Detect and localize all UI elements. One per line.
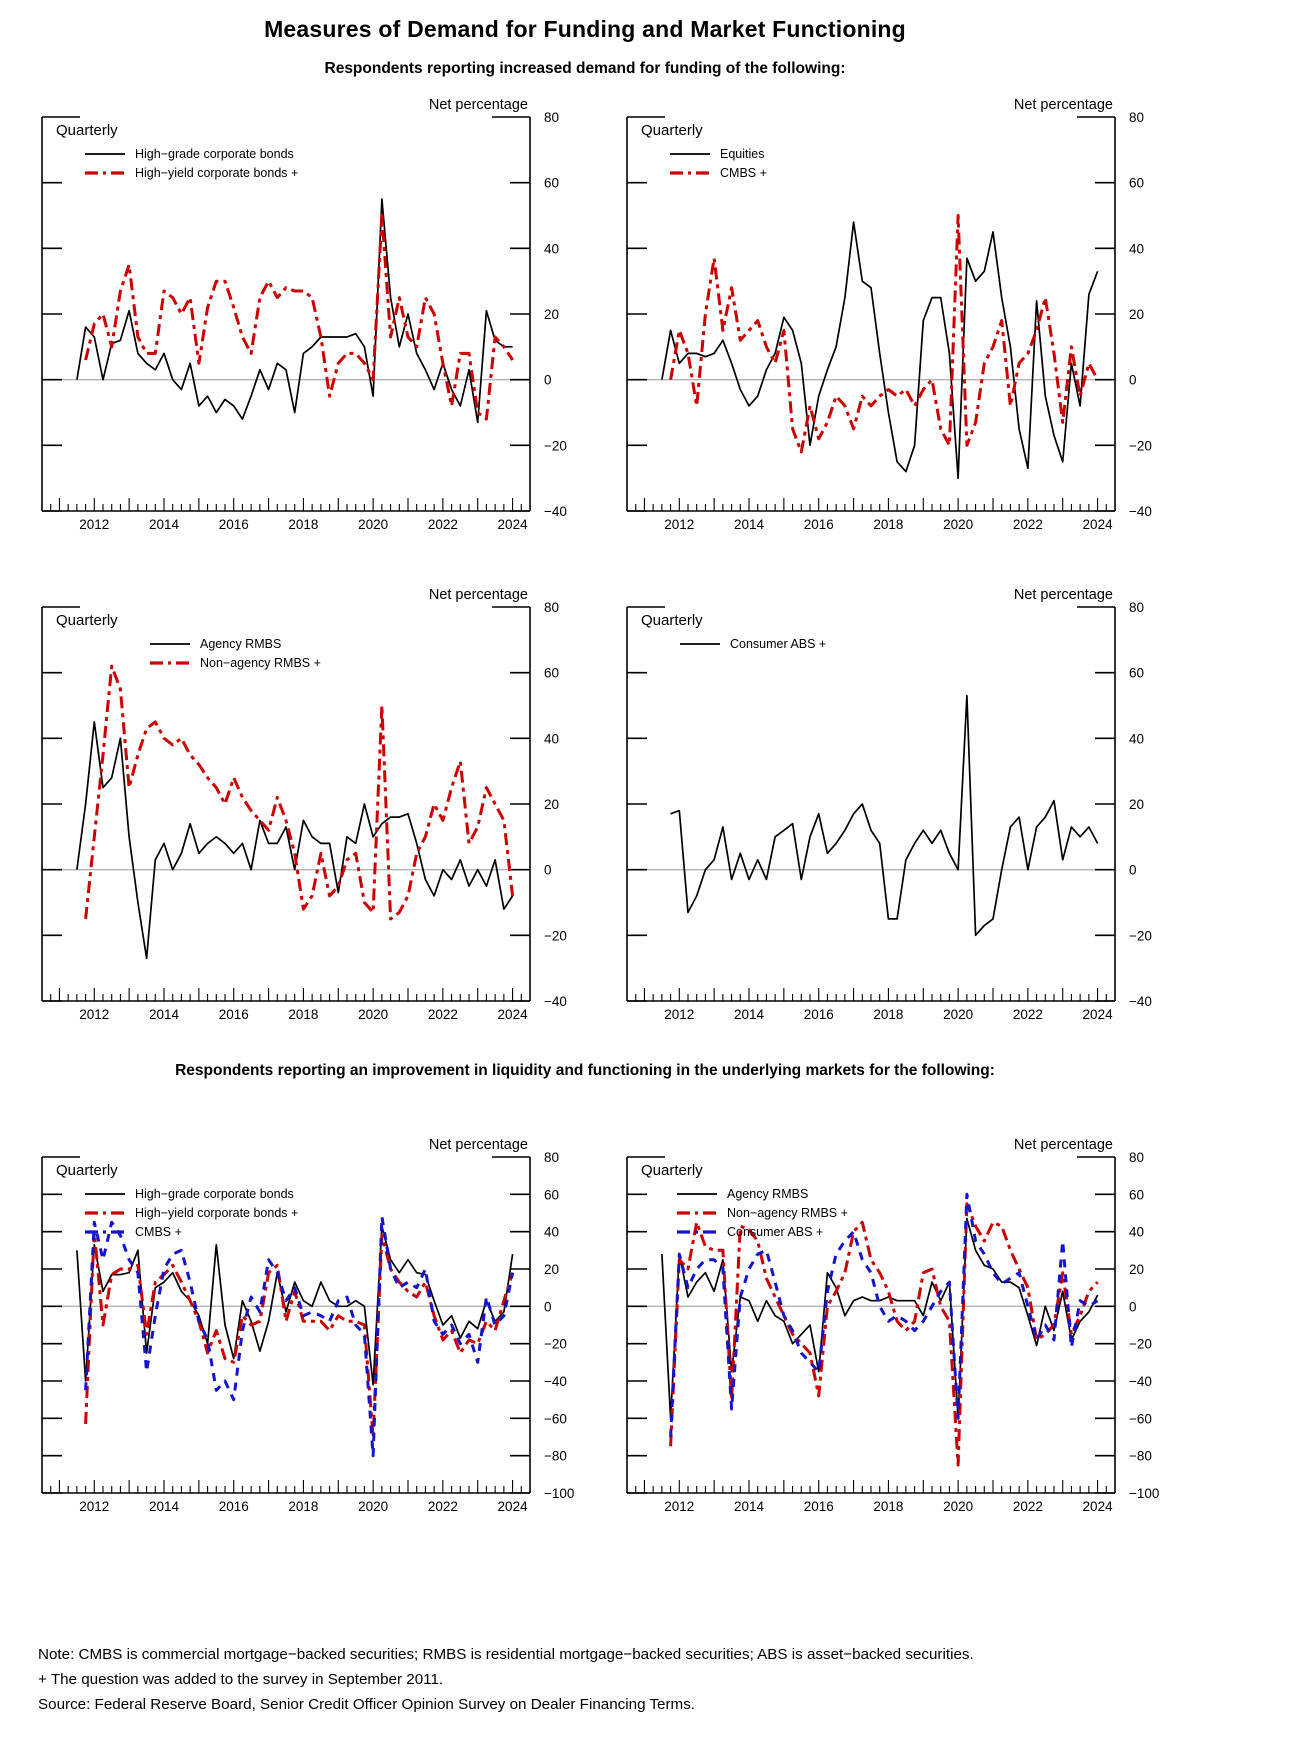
y-tick-label: −40 (544, 1374, 567, 1389)
chart-liquidity-securitized (625, 1135, 1200, 1527)
y-tick-label: 80 (1129, 110, 1145, 125)
x-tick-label: 2014 (148, 517, 180, 532)
y-tick-label: 20 (1129, 797, 1145, 812)
y-tick-label: 40 (544, 731, 560, 747)
series-line-consumer-abs- (671, 696, 1098, 936)
chart-liquidity-corporate-bonds-cmbs (40, 1135, 615, 1527)
y-tick-label: 80 (1129, 1150, 1145, 1165)
y-tick-label: 40 (1129, 1224, 1145, 1240)
y-tick-label: 20 (544, 797, 560, 812)
x-tick-label: 2012 (664, 517, 695, 532)
x-tick-label: 2018 (873, 517, 904, 532)
legend-label: High−grade corporate bonds (135, 147, 294, 161)
x-tick-label: 2020 (943, 1499, 974, 1514)
x-tick-label: 2022 (427, 1499, 458, 1514)
y-tick-label: 40 (544, 1224, 560, 1240)
x-tick-label: 2020 (358, 517, 389, 532)
y-tick-label: 20 (544, 307, 560, 322)
panel-funding-rmbs (40, 585, 615, 1040)
x-tick-label: 2018 (873, 1007, 904, 1022)
chart-funding-consumer-abs (625, 585, 1200, 1035)
y-tick-label: 40 (544, 241, 560, 257)
x-tick-label: 2016 (218, 1007, 249, 1022)
series-line-agency-rmbs (77, 722, 513, 958)
y-tick-label: 40 (1129, 731, 1145, 747)
y-tick-label: −100 (544, 1486, 575, 1501)
quarterly-label: Quarterly (641, 1162, 703, 1179)
y-tick-label: −100 (1129, 1486, 1160, 1501)
net-percentage-label: Net percentage (428, 1137, 528, 1153)
legend-label: CMBS + (720, 166, 767, 180)
x-tick-label: 2018 (288, 517, 319, 532)
x-tick-label: 2012 (79, 1007, 110, 1022)
x-tick-label: 2016 (803, 1499, 834, 1514)
net-percentage-label: Net percentage (428, 97, 528, 113)
x-tick-label: 2020 (358, 1499, 389, 1514)
y-tick-label: −40 (544, 504, 567, 519)
y-tick-label: 20 (1129, 1262, 1145, 1277)
x-tick-label: 2012 (79, 1499, 110, 1514)
chart-funding-corporate-bonds (40, 95, 615, 545)
x-tick-label: 2012 (79, 517, 110, 532)
legend-label: Non−agency RMBS + (727, 1206, 848, 1220)
legend-label: Consumer ABS + (730, 637, 827, 651)
y-tick-label: −80 (544, 1448, 567, 1464)
x-tick-label: 2012 (664, 1499, 695, 1514)
quarterly-label: Quarterly (641, 122, 703, 139)
x-tick-label: 2018 (288, 1499, 319, 1514)
y-tick-label: 60 (1129, 175, 1145, 191)
x-tick-label: 2024 (1082, 1007, 1113, 1022)
x-tick-label: 2016 (218, 1499, 249, 1514)
y-tick-label: 0 (544, 1299, 552, 1315)
x-tick-label: 2022 (1012, 517, 1043, 532)
x-tick-label: 2020 (358, 1007, 389, 1022)
y-tick-label: 80 (1129, 600, 1145, 615)
x-tick-label: 2024 (497, 1499, 528, 1514)
x-tick-label: 2024 (497, 517, 528, 532)
y-tick-label: −20 (544, 438, 567, 454)
series-line-non-agency-rmbs- (86, 666, 513, 919)
series-line-equities (662, 222, 1098, 478)
y-tick-label: 80 (544, 110, 560, 125)
x-tick-label: 2014 (733, 1499, 765, 1514)
x-tick-label: 2024 (497, 1007, 528, 1022)
section-heading-liquidity-improvement: Respondents reporting an improvement in liquidity and functioning in the underlying markets for the following: (175, 1062, 995, 1079)
figure-title: Measures of Demand for Funding and Market Functioning (264, 16, 906, 42)
y-tick-label: 0 (1129, 1299, 1137, 1315)
x-tick-label: 2022 (427, 1007, 458, 1022)
x-tick-label: 2012 (664, 1007, 695, 1022)
net-percentage-label: Net percentage (428, 587, 528, 603)
footnotes (38, 1642, 974, 1717)
legend-label: High−yield corporate bonds + (135, 166, 299, 180)
quarterly-label: Quarterly (641, 612, 703, 629)
net-percentage-label: Net percentage (1013, 587, 1113, 603)
y-tick-label: −40 (1129, 504, 1152, 519)
y-tick-label: 0 (1129, 372, 1137, 388)
x-tick-label: 2022 (1012, 1499, 1043, 1514)
y-tick-label: 0 (544, 862, 552, 878)
quarterly-label: Quarterly (56, 612, 118, 629)
legend-label: Agency RMBS (200, 637, 282, 651)
y-tick-label: 20 (1129, 307, 1145, 322)
y-tick-label: 60 (544, 665, 560, 681)
legend-label: Equities (720, 147, 765, 161)
y-tick-label: −60 (544, 1411, 567, 1427)
y-tick-label: −60 (1129, 1411, 1152, 1427)
y-tick-label: 40 (1129, 241, 1145, 257)
net-percentage-label: Net percentage (1013, 1137, 1113, 1153)
y-tick-label: −20 (1129, 928, 1152, 944)
section-heading-funding-demand: Respondents reporting increased demand for funding of the following: (324, 60, 846, 77)
y-tick-label: −80 (1129, 1448, 1152, 1464)
y-tick-label: −20 (1129, 1336, 1152, 1352)
y-tick-label: 60 (544, 1187, 560, 1203)
x-tick-label: 2016 (803, 517, 834, 532)
x-tick-label: 2024 (1082, 517, 1113, 532)
quarterly-label: Quarterly (56, 122, 118, 139)
note-plus-symbol: + The question was added to the survey in September 2011. (38, 1671, 444, 1688)
y-tick-label: −20 (544, 928, 567, 944)
y-tick-label: 60 (1129, 1187, 1145, 1203)
note-definitions: Note: CMBS is commercial mortgage−backed securities; RMBS is residential mortgage−backed securities; ABS is asset−backed securities. (38, 1646, 974, 1663)
net-percentage-label: Net percentage (1013, 97, 1113, 113)
panel-funding-equities-cmbs (625, 95, 1200, 550)
y-tick-label: 0 (1129, 862, 1137, 878)
legend-label: CMBS + (135, 1225, 182, 1239)
y-tick-label: 60 (544, 175, 560, 191)
legend-label: High−yield corporate bonds + (135, 1206, 299, 1220)
y-tick-label: 20 (544, 1262, 560, 1277)
y-tick-label: −20 (544, 1336, 567, 1352)
legend-label: Consumer ABS + (727, 1225, 824, 1239)
panel-funding-consumer-abs (625, 585, 1200, 1040)
y-tick-label: 80 (544, 600, 560, 615)
chart-funding-rmbs (40, 585, 615, 1035)
y-tick-label: −40 (544, 994, 567, 1009)
x-tick-label: 2020 (943, 517, 974, 532)
y-tick-label: 60 (1129, 665, 1145, 681)
series-line-cmbs- (671, 216, 1098, 452)
legend-label: Agency RMBS (727, 1187, 809, 1201)
y-tick-label: −40 (1129, 994, 1152, 1009)
panel-liquidity-corporate-bonds-cmbs (40, 1135, 615, 1532)
chart-funding-equities-cmbs (625, 95, 1200, 545)
panel-funding-corporate-bonds (40, 95, 615, 550)
x-tick-label: 2018 (288, 1007, 319, 1022)
legend-label: Non−agency RMBS + (200, 656, 321, 670)
x-tick-label: 2018 (873, 1499, 904, 1514)
x-tick-label: 2020 (943, 1007, 974, 1022)
x-tick-label: 2022 (1012, 1007, 1043, 1022)
panel-liquidity-securitized (625, 1135, 1200, 1532)
legend-label: High−grade corporate bonds (135, 1187, 294, 1201)
x-tick-label: 2016 (218, 517, 249, 532)
y-tick-label: 80 (544, 1150, 560, 1165)
x-tick-label: 2014 (733, 1007, 765, 1022)
y-tick-label: −40 (1129, 1374, 1152, 1389)
x-tick-label: 2014 (148, 1007, 180, 1022)
x-tick-label: 2024 (1082, 1499, 1113, 1514)
note-source: Source: Federal Reserve Board, Senior Credit Officer Opinion Survey on Dealer Financing Terms. (38, 1696, 696, 1713)
x-tick-label: 2014 (733, 517, 765, 532)
quarterly-label: Quarterly (56, 1162, 118, 1179)
series-line-high-yield-corporate-bonds- (86, 216, 513, 420)
x-tick-label: 2022 (427, 517, 458, 532)
y-tick-label: 0 (544, 372, 552, 388)
x-tick-label: 2014 (148, 1499, 180, 1514)
x-tick-label: 2016 (803, 1007, 834, 1022)
y-tick-label: −20 (1129, 438, 1152, 454)
